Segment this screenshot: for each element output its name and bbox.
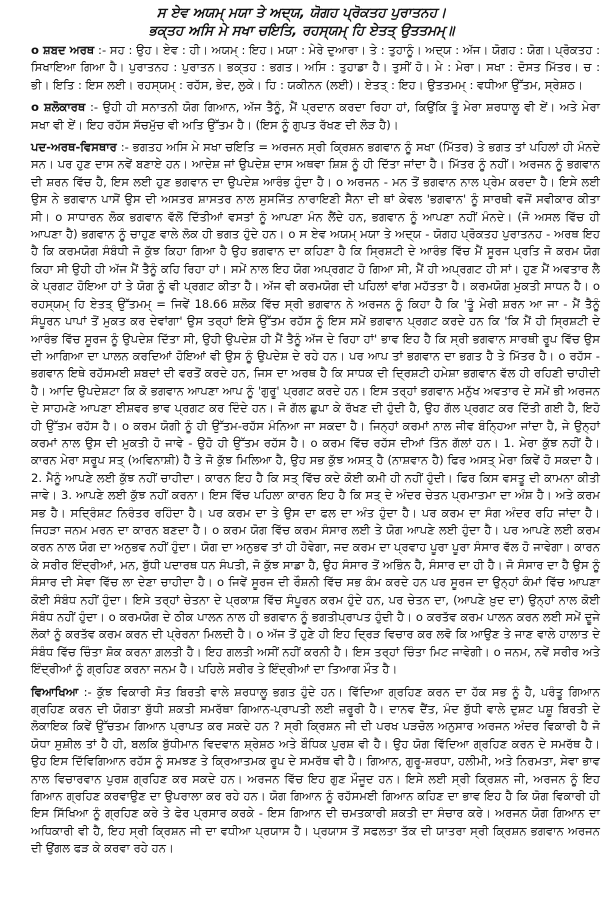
shlokarth-paragraph [3, 99, 600, 134]
verse-line-1: ਸ ਏਵ ਅਯਮ੍ ਮਯਾ ਤੇ ਅਦ੍ਯ, ਯੋਗਹ ਪ੍ਰੋਕਤਹ ਪੁਰਾਤਨਹ। [156, 5, 447, 21]
verse-block [3, 4, 600, 40]
vistar-text: :- ਭਗਤਹ ਅਸਿ ਮੇ ਸਖਾ ਚਇਤਿ = ਅਰਜਨ ਸ੍ਰੀ ਕ੍ਰਿਸ਼ਨ ਭਗਵਾਨ ਨੂੰ ਸਖਾ (ਮਿੱਤਰ) ਤੇ ਭਗਤ ਤਾਂ ਪਹਿਲਾਂ ਹੀ ਮੰਨਦੇ ਸਨ। ਪਰ ਹੁਣ ਦਾਸ ਨਵੇਂ ਬਣਾਏ ਹਨ। ਆਦੇਸ਼ ਜਾਂ ਉਪਦੇਸ਼ ਦਾਸ ਅਥਵਾ ਸ਼ਿਸ਼ ਨੂੰ ਹੀ ਦਿੱਤਾ ਜਾਂਦਾ ਹੈ। ਮਿੱਤਰ ਨੂੰ ਨਹੀਂ। ਅਰਜਨ ਨੂੰ ਭਗਵਾਨ ਦੀ ਸ਼ਰਨ ਵਿੱਚ ਹੈ, ਇਸ ਲਈ ਹੁਣ ਭਗਵਾਨ ਦਾ ਉਪਦੇਸ਼ ਆਰੰਭ ਹੁੰਦਾ ਹੈ। o ਅਰਜਨ - ਮਨ ਤੋਂ ਭਗਵਾਨ ਨਾਲ ਪ੍ਰੇਮ ਕਰਦਾ ਹੈ। ਇਸੇ ਲਈ ਉਸ ਨੇ ਭਗਵਾਨ ਪਾਸੋਂ ਉਸ ਦੀ ਅਸਤਰ ਸ਼ਾਸਤਰ ਨਾਲ ਸੁਸਜਿੱਤ ਨਾਰਾਇਣੀ ਸੈਨਾ ਦੀ ਥਾਂ ਕੇਵਲ 'ਭਗਵਾਨ' ਨੂੰ ਸਾਰਥੀ ਵਜੋਂ ਸਵੀਕਾਰ ਕੀਤਾ ਸੀ। o ਸਾਧਾਰਨ ਲੋਕ ਭਗਵਾਨ ਵੱਲੋਂ ਦਿੱਤੀਆਂ ਵਸਤਾਂ ਨੂੰ ਆਪਣਾ ਮੰਨ ਲੈਂਦੇ ਹਨ, ਭਗਵਾਨ ਨੂੰ ਆਪਣਾ ਨਹੀਂ ਮੰਨਦੇ। (ਜੋ ਅਸਲ ਵਿੱਚ ਹੀ ਆਪਣਾ ਹੈ) ਭਗਵਾਨ ਨੂੰ ਚਾਹੁਣ ਵਾਲੇ ਲੋਕ ਹੀ ਭਗਤ ਹੁੰਦੇ ਹਨ। o ਸ ਏਵ ਅਯਮ੍ ਮਯਾ ਤੇ ਅਦ੍ਯ - ਯੋਗਹ ਪ੍ਰੋਕਤਹ ਪੁਰਾਤਨਹ - ਅਰਥ ਇਹ ਹੈ ਕਿ ਕਰਮਯੋਗ ਸੰਬੰਧੀ ਜੋ ਕੁੱਝ ਕਿਹਾ ਗਿਆ ਹੈ ਉਹ ਭਗਵਾਨ ਦਾ ਕਹਿਣਾ ਹੈ ਕਿ ਸ੍ਰਿਸ਼ਟੀ ਦੇ ਆਰੰਭ ਵਿੱਚ ਮੈਂ ਸੂਰਜ ਪ੍ਰਤਿ ਜੋ ਕਰਮ ਯੋਗ ਕਿਹਾ ਸੀ ਉਹੀ ਹੀ ਅੱਜ ਮੈਂ ਤੈਨੂੰ ਕਹਿ ਰਿਹਾ ਹਾਂ। ਸਮੇਂ ਨਾਲ ਇਹ ਯੋਗ ਅਪ੍ਰਗਟ ਹੋ ਗਿਆ ਸੀ, ਮੈਂ ਹੀ ਅਪ੍ਰਗਟ ਹੀ ਸਾਂ। ਹੁਣ ਮੈਂ ਅਵਤਾਰ ਲੈ ਕੇ ਪ੍ਰਗਟ ਹੋਇਆ ਹਾਂ ਤੇ ਯੋਗ ਨੂੰ ਵੀ ਪ੍ਰਗਟ ਕੀਤਾ ਹੈ। ਅੱਜ ਵੀ ਕਰਮਯੋਗ ਦੀ ਪਹਿਲਾਂ ਵਾਂਗ ਮਹੱਤਤਾ ਹੈ। ਕਰਮਯੋਗ ਮੁਕਤੀ ਸਾਧਨ ਹੈ। o ਰਹਸ੍ਯਮ੍ ਹਿ ਏਤਤ੍ ਉੱਤਮਮ੍ = ਜਿਵੇਂ 18.66 ਸ਼ਲੋਕ ਵਿੱਚ ਸ੍ਰੀ ਭਗਵਾਨ ਨੇ ਅਰਜਨ ਨੂੰ ਕਿਹਾ ਹੈ ਕਿ 'ਤੂੰ ਮੇਰੀ ਸ਼ਰਨ ਆ ਜਾ - ਮੈਂ ਤੈਨੂੰ ਸੰਪੂਰਨ ਪਾਪਾਂ ਤੋਂ ਮੁਕਤ ਕਰ ਦੇਵਾਂਗਾ' ਉਸ ਤਰ੍ਹਾਂ ਇਸੇ ਉੱਤਮ ਰਹੱਸ ਨੂੰ ਇਸ ਸਮੇਂ ਭਗਵਾਨ ਪ੍ਰਗਟ ਕਰਦੇ ਹਨ ਕਿ 'ਕਿ ਮੈਂ ਹੀ ਸ੍ਰਿਸ਼ਟੀ ਦੇ ਆਰੰਭ ਵਿੱਚ ਸੂਰਜ ਨੂੰ ਉਪਦੇਸ਼ ਦਿੱਤਾ ਸੀ, ਉਹੀ ਉਪਦੇਸ਼ ਹੀ ਮੈਂ ਤੈਨੂੰ ਅੱਜ ਦੇ ਰਿਹਾ ਹਾਂ' ਭਾਵ ਇਹ ਹੈ ਕਿ ਸ੍ਰੀ ਭਗਵਾਨ ਸਾਰਥੀ ਰੂਪ ਵਿੱਚ ਉਸ ਦੀ ਆਗਿਆ ਦਾ ਪਾਲਨ ਕਰਦਿਆਂ ਹੋਇਆਂ ਵੀ ਉਸ ਨੂੰ ਉਪਦੇਸ਼ ਦੇ ਰਹੇ ਹਨ। ਪਰ ਆਪ ਤਾਂ ਭਗਵਾਨ ਦਾ ਭਗਤ ਹੈ ਤੇ ਮਿੱਤਰ ਹੈ। o ਰਹੱਸ - ਭਗਵਾਨ ਇਥੇ ਰਹੱਸਮਈ ਸ਼ਬਦਾਂ ਦੀ ਵਰਤੋਂ ਕਰਦੇ ਹਨ, ਜਿਸ ਦਾ ਅਰਥ ਹੈ ਕਿ ਸਾਧਕ ਦੀ ਦ੍ਰਿਸ਼ਟੀ ਹਮੇਸ਼ਾ ਭਗਵਾਨ ਵੱਲ ਹੀ ਰਹਿਣੀ ਚਾਹੀਦੀ ਹੈ। ਆਦਿ ਉਪਦੇਸ਼ਟਾ ਕਿ ਕੋ ਭਗਵਾਨ ਆਪਣਾ ਆਪ ਨੂੰ 'ਗੁਰੂ' ਪ੍ਰਗਟ ਕਰਦੇ ਹਨ। ਇਸ ਤਰ੍ਹਾਂ ਭਗਵਾਨ ਮਨੁੱਖ ਅਵਤਾਰ ਦੇ ਸਮੇਂ ਭੀ ਅਰਜਨ ਦੇ ਸਾਹਮਣੇ ਆਪਣਾ ਈਸ਼ਵਰ ਭਾਵ ਪ੍ਰਗਟ ਕਰ ਦਿੰਦੇ ਹਨ। ਜੋ ਗੱਲ ਛੁਪਾ ਕੇ ਰੱਖਣ ਦੀ ਹੁੰਦੀ ਹੈ, ਉਹ ਗੱਲ ਪ੍ਰਗਟ ਕਰ ਦਿੱਤੀ ਗਈ ਹੈ, ਇਹੋ ਹੀ ਉੱਤਮ ਰਹੱਸ ਹੈ। o ਕਰਮ ਯੋਗੀ ਨੂੰ ਹੀ ਉੱਤਮ-ਰਹੱਸ ਮੰਨਿਆ ਜਾ ਸਕਦਾ ਹੈ। ਜਿਨ੍ਹਾਂ ਕਰਮਾਂ ਨਾਲ ਜੀਵ ਬੰਨ੍ਹਿਆ ਜਾਂਦਾ ਹੈ, ਜੇ ਉਨ੍ਹਾਂ ਕਰਮਾਂ ਨਾਲ ਉਸ ਦੀ ਮੁਕਤੀ ਹੋ ਜਾਵੇ - ਉਹੋ ਹੀ ਉੱਤਮ ਰਹੱਸ ਹੈ। o ਕਰਮ ਵਿੱਚ ਰਹੱਸ ਦੀਆਂ ਤਿੰਨ ਗੱਲਾਂ ਹਨ। 1. ਮੇਰਾ ਕੁੱਝ ਨਹੀਂ ਹੈ। ਕਾਰਨ ਮੇਰਾ ਸਰੂਪ ਸਤ੍ (ਅਵਿਨਾਸ਼ੀ) ਹੈ ਤੇ ਜੋ ਕੁੱਝ ਮਿਲਿਆ ਹੈ, ਉਹ ਸਭ ਕੁੱਝ ਅਸਤ੍ ਹੈ (ਨਾਸ਼ਵਾਨ ਹੈ) ਫਿਰ ਅਸਤ੍ ਮੇਰਾ ਕਿਵੇਂ ਹੋ ਸਕਦਾ ਹੈ। 2. ਮੈਨੂੰ ਆਪਣੇ ਲਈ ਕੁੱਝ ਨਹੀਂ ਚਾਹੀਦਾ। ਕਾਰਨ ਇਹ ਹੈ ਕਿ ਸਤ੍ ਵਿੱਚ ਕਦੇ ਕੋਈ ਕਮੀ ਹੀ ਨਹੀਂ ਹੁੰਦੀ। ਫਿਰ ਕਿਸ ਵਸਤੂ ਦੀ ਕਾਮਨਾ ਕੀਤੀ ਜਾਵੇ। 3. ਆਪਣੇ ਲਈ ਕੁੱਝ ਨਹੀਂ ਕਰਨਾ। ਇਸ ਵਿੱਚ ਪਹਿਲਾ ਕਾਰਨ ਇਹ ਹੈ ਕਿ ਸਤ੍ ਦੇ ਅੰਦਰ ਚੇਤਨ ਪ੍ਰਮਾਤਮਾ ਦਾ ਅੰਸ਼ ਹੈ। ਅਤੇ ਕਰਮ ਸਭ ਹੈ। ਸਦ੍ਰਿੰਸ਼ਟ ਨਿਰੰਤਰ ਰਹਿੰਦਾ ਹੈ। ਪਰ ਕਰਮ ਦਾ ਤੇ ਉਸ ਦਾ ਫਲ ਦਾ ਅੰਤ ਹੁੰਦਾ ਹੈ। ਪਰ ਕਰਮ ਦਾ ਸੰਗ ਅੰਦਰ ਰਹਿ ਜਾਂਦਾ ਹੈ। ਜਿਹੜਾ ਜਨਮ ਮਰਨ ਦਾ ਕਾਰਨ ਬਣਦਾ ਹੈ। o ਕਰਮ ਯੋਗ ਵਿੱਚ ਕਰਮ ਸੰਸਾਰ ਲਈ ਤੇ ਯੋਗ ਆਪਣੇ ਲਈ ਹੁੰਦਾ ਹੈ। ਪਰ ਆਪਣੇ ਲਈ ਕਰਮ ਕਰਨ ਨਾਲ ਯੋਗ ਦਾ ਅਨੁਭਵ ਨਹੀਂ ਹੁੰਦਾ। ਯੋਗ ਦਾ ਅਨੁਭਵ ਤਾਂ ਹੀ ਹੋਵੇਗਾ, ਜਦ ਕਰਮ ਦਾ ਪ੍ਰਵਾਹ ਪੂਰਾ ਪੂਰਾ ਸੰਸਾਰ ਵੱਲ ਹੋ ਜਾਵੇਗਾ। ਕਾਰਨ ਕੇ ਸਰੀਰ ਇੰਦ੍ਰੀਆਂ, ਮਨ, ਬੁੱਧੀ ਪਦਾਰਥ ਧਨ ਸੰਪਤੀ, ਜੋ ਕੁੱਝ ਸਾਡਾ ਹੈ, ਉਹ ਸੰਸਾਰ ਤੋਂ ਅਭਿੰਨ ਹੈ, ਸੰਸਾਰ ਦਾ ਹੀ ਹੈ। ਜੋ ਸੰਸਾਰ ਦਾ ਹੈ ਉਸ ਨੂੰ ਸੰਸਾਰ ਦੀ ਸੇਵਾ ਵਿੱਚ ਲਾ ਦੇਣਾ ਚਾਹੀਦਾ ਹੈ। o ਜਿਵੇਂ ਸੂਰਜ ਦੀ ਰੌਸ਼ਨੀ ਵਿੱਚ ਸਭ ਕੰਮ ਕਰਦੇ ਹਨ ਪਰ ਸੂਰਜ ਦਾ ਉਨ੍ਹਾਂ ਕੰਮਾਂ ਵਿੱਚ ਆਪਣਾ ਕੋਈ ਸੰਬੰਧ ਨਹੀਂ ਹੁੰਦਾ। ਇਸੇ ਤਰ੍ਹਾਂ ਚੇਤਨਾ ਦੇ ਪ੍ਰਕਾਸ਼ ਵਿੱਚ ਸੰਪੂਰਨ ਕਰਮ ਹੁੰਦੇ ਹਨ, ਪਰ ਚੇਤਨ ਦਾ, (ਆਪਣੇ ਖ਼ੁਦ ਦਾ) ਉਨ੍ਹਾਂ ਨਾਲ ਕੋਈ ਸੰਬੰਧ ਨਹੀਂ ਹੁੰਦਾ। o ਕਰਮਯੋਗ ਦੇ ਠੀਕ ਪਾਲਨ ਨਾਲ ਹੀ ਭਗਵਾਨ ਨੂੰ ਭਗਤੀਪ੍ਰਾਪਤ ਹੁੰਦੀ ਹੈ। o ਕਰਤੱਵ ਕਰਮ ਪਾਲਨ ਕਰਨ ਲਈ ਸਮੇਂ ਦੂਜੇ ਲੋਕਾਂ ਨੂੰ ਕਰਤੱਵ ਕਰਮ ਕਰਨ ਦੀ ਪ੍ਰੇਰਨਾ ਮਿਲਦੀ ਹੈ। o ਅੱਜ ਤੋਂ ਹੁਣੇ ਹੀ ਇਹ ਦ੍ਰਿੜ ਵਿਚਾਰ ਕਰ ਲਵੋ ਕਿ ਆਉਣ ਤੇ ਜਾਣ ਵਾਲੇ ਹਾਲਾਤ ਦੇ ਸੰਬੰਧ ਵਿੱਚ ਚਿੰਤਾ ਸ਼ੋਕ ਕਰਨਾ ਗ਼ਲਤੀ ਹੈ। ਇਹ ਗਲਤੀ ਅਸੀਂ ਨਹੀਂ ਕਰਨੀ ਹੈ। ਇਸ ਤਰ੍ਹਾਂ ਚਿੰਤਾ ਮਿਟ ਜਾਵੇਗੀ। o ਜਨਮ, ਨਵੇਂ ਸਰੀਰ ਅਤੇ ਇੰਦ੍ਰੀਆਂ ਨੂੰ ਗ੍ਰਹਿਣ ਕਰਨਾ ਜਨਮ ਹੈ। ਪਹਿਲੇ ਸਰੀਰ ਤੇ ਇੰਦ੍ਰੀਆਂ ਦਾ ਤਿਆਗ ਮੌਤ ਹੈ। [31, 140, 600, 677]
vistar-heading: ਪਦ-ਅਰਥ-ਵਿਸਥਾਰ [31, 140, 117, 155]
shabad-arth-text: :- ਸਹ : ਉਹ। ਏਵ : ਹੀ। ਅਯਮ੍ : ਇਹ। ਮਯਾ : ਮੇਰੇ ਦੁਆਰਾ। ਤੇ : ਤੁਹਾਨੂੰ। ਅਦ੍ਯ : ਅੱਜ। ਯੋਗਹ : ਯੋਗ। ਪ੍ਰੋਕਤਹ : ਸਿਖਾਇਆ ਗਿਆ ਹੈ। ਪੁਰਾਤਨਹ : ਪੁਰਾਤਨ। ਭਕ੍ਤਹ : ਭਗਤ। ਅਸਿ : ਤੁਹਾਡਾ ਹੈ। ਤੁਸੀਂ ਹੋ। ਮੇ : ਮੇਰਾ। ਸਖਾ : ਦੋਸਤ ਮਿੱਤਰ। ਚ : ਭੀ। ਇਤਿ : ਇਸ ਲਈ। ਰਹਸ੍ਯਮ੍ : ਰਹੱਸ, ਭੇਦ, ਲੁਕੇ। ਹਿ : ਯਕੀਨਨ (ਲਈ)। ਏਤਤ੍ : ਇਹ। ਉਤਤਮਮ੍ : ਵਧੀਆ ਉੱਤਮ, ਸ੍ਰੇਸ਼ਠ। [31, 43, 601, 92]
shlokarth-text: :- ਉਹੀ ਹੀ ਸਨਾਤਨੀ ਯੋਗ ਗਿਆਨ, ਅੱਜ ਤੈਨੂੰ, ਮੈਂ ਪ੍ਰਦਾਨ ਕਰਦਾ ਰਿਹਾ ਹਾਂ, ਕਿਉਂਕਿ ਤੂੰ ਮੇਰਾ ਸ਼ਰਧਾਲੂ ਵੀ ਏਂ। ਅਤੇ ਮੇਰਾ ਸਖਾ ਵੀ ਏਂ। ਇਹ ਰਹੱਸ ਸੱਚਮੁੱਚ ਵੀ ਅਤਿ ਉੱਤਮ ਹੈ। (ਇਸ ਨੂੰ ਗੁਪਤ ਰੱਖਣ ਦੀ ਲੋੜ ਹੈ)। [31, 100, 600, 132]
viakhia-heading: ਵਿਆਖਿਆ [31, 684, 79, 699]
vistar-paragraph [3, 139, 600, 679]
shlokarth-heading: o ਸ਼ਲੋਕਾਰਥ [31, 100, 86, 115]
shabad-arth-paragraph [3, 42, 600, 94]
shabad-arth-heading: o ਸ਼ਬਦ ਅਰਥ [31, 43, 95, 57]
viakhia-text: :- ਕੁੱਝ ਵਿਕਾਰੀ ਸੋਤ ਬਿਰਤੀ ਵਾਲੇ ਸ਼ਰਧਾਲੂ ਭਗਤ ਹੁੰਦੇ ਹਨ। ਵਿੱਦਿਆ ਗ੍ਰਹਿਣ ਕਰਨ ਦਾ ਹੱਕ ਸਭ ਨੂੰ ਹੈ, ਪਰੰਤੂ ਗਿਆਨ ਗ੍ਰਹਿਣ ਕਰਨ ਦੀ ਯੋਗਤਾ ਬੁੱਧੀ ਸ਼ਕਤੀ ਸਮਰੱਥਾ ਗਿਆਨ-ਪ੍ਰਾਪਤੀ ਲਈ ਜ਼ਰੂਰੀ ਹੈ। ਦਾਨਵ ਦੈਂਤ, ਮੰਦ ਬੁੱਧੀ ਵਾਲੇ ਦੁਸ਼ਟ ਪਸ਼ੂ ਬਿਰਤੀ ਦੇ ਲੋਕਾਇਕ ਕਿਵੇਂ ਉੱਚਤਮ ਗਿਆਨ ਪ੍ਰਾਪਤ ਕਰ ਸਕਦੇ ਹਨ ? ਸ੍ਰੀ ਕ੍ਰਿਸ਼ਨ ਜੀ ਦੀ ਪਰਖ ਪੜਚੋਲ ਅਨੁਸਾਰ ਅਰਜਨ ਅੰਦਰ ਵਿਕਾਰੀ ਹੈ ਜੋ ਯੋਧਾ ਸੁਸ਼ੀਲ ਤਾਂ ਹੈ ਹੀ, ਬਲਕਿ ਬੁੱਧੀਮਾਨ ਵਿਦਵਾਨ ਸ਼੍ਰੇਸ਼ਠ ਅਤੇ ਬੌਧਿਕ ਪੁਰਸ਼ ਵੀ ਹੈ। ਉਹ ਯੋਗ ਵਿੱਦਿਆ ਗ੍ਰਹਿਣ ਕਰਨ ਦੇ ਸਮਰੱਥ ਹੈ। ਉਹ ਇਸ ਦਿੱਵਿਗਿਆਨ ਰਹੱਸ ਨੂੰ ਸਮਝਣ ਤੇ ਕ੍ਰਿਆਤਮਕ ਰੂਪ ਦੇ ਸਮਰੱਥ ਵੀ ਹੈ। ਗਿਆਨ, ਗੁਰੂ-ਸ਼ਰਧਾ, ਹਲੀਮੀ, ਅਤੇ ਨਿਰਮਤਾ, ਸੇਵਾ ਭਾਵ ਨਾਲ ਵਿਚਾਰਵਾਨ ਪੁਰਸ਼ ਗ੍ਰਹਿਣ ਕਰ ਸਕਦੇ ਹਨ। ਅਰਜਨ ਵਿੱਚ ਇਹ ਗੁਣ ਮੌਜੂਦ ਹਨ। ਇਸੇ ਲਈ ਸ੍ਰੀ ਕ੍ਰਿਸ਼ਨ ਜੀ, ਅਰਜਨ ਨੂੰ ਇਹ ਗਿਆਨ ਗ੍ਰਹਿਣ ਕਰਵਾਉਣ ਦਾ ਉਪਰਾਲਾ ਕਰ ਰਹੇ ਹਨ। ਯੋਗ ਗਿਆਨ ਨੂੰ ਰਹੱਸਮਈ ਗਿਆਨ ਕਹਿਣ ਦਾ ਭਾਵ ਇਹ ਹੈ ਕਿ ਯੋਗ ਵਿਕਾਰੀ ਹੀ ਇਸ ਸਿੱਖਿਆ ਨੂੰ ਗ੍ਰਹਿਣ ਕਰੇ ਤੇ ਫੇਰ ਪ੍ਰਸਾਰ ਕਰਕੇ - ਇਸ ਗਿਆਨ ਦੀ ਚਮਤਕਾਰੀ ਸ਼ਕਤੀ ਦਾ ਸੰਚਾਰ ਕਰੇ। ਅਰਜਨ ਯੋਗ ਗਿਆਨ ਦਾ ਅਧਿਕਾਰੀ ਵੀ ਹੈ, ਇਹ ਸ੍ਰੀ ਕ੍ਰਿਸ਼ਨ ਜੀ ਦਾ ਵਧੀਆ ਪ੍ਰਯਾਸ ਹੈ। ਪ੍ਰਯਾਸ ਤੋਂ ਸਫਲਤਾ ਤੱਕ ਦੀ ਯਾਤਰਾ ਸ੍ਰੀ ਕ੍ਰਿਸ਼ਨ ਭਗਵਾਨ ਅਰਜਨ ਦੀ ਉਂਗਲ ਫੜ ਕੇ ਕਰਵਾ ਰਹੇ ਹਨ। [31, 684, 601, 856]
verse-line-2: ਭਕ੍ਤਹ ਅਸਿ ਮੇ ਸਖਾ ਚਇਤਿ, ਰਹਸ੍ਯਮ੍ ਹਿ ਏਤਤ੍ ਉਤਤਮਮ੍॥ [148, 23, 455, 39]
viakhia-paragraph [3, 684, 600, 858]
